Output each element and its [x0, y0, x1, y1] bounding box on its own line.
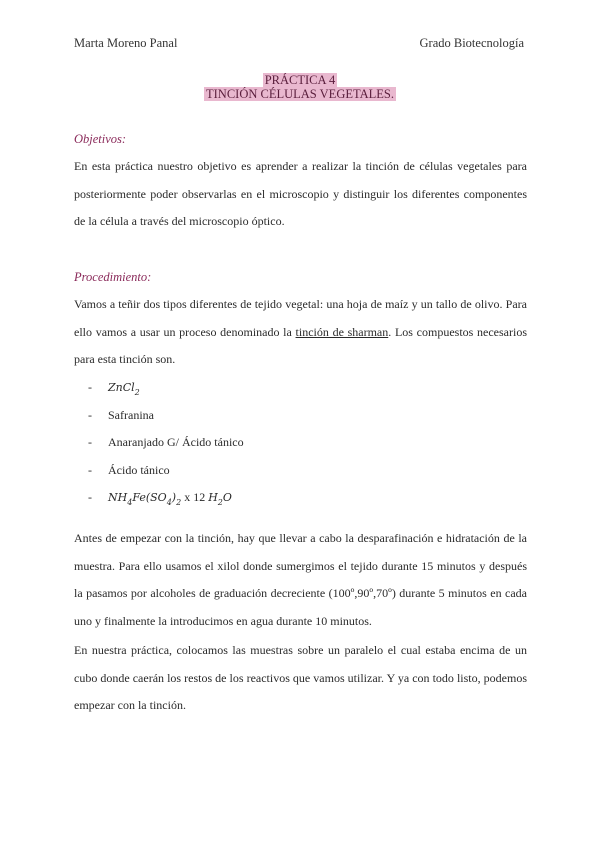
document-title-line2: [0, 87, 600, 102]
compound-list: [88, 374, 244, 512]
list-item: [88, 457, 244, 485]
desparafinacion-paragraph: Antes de empezar con la tinción, hay que llevar a cabo la desparafinación e hidratación de la muestra. Para ello usamos el xilol donde sumergimos el tejido durante 15 minutos y después la pasamos por alcoholes de graduación decreciente (100º,90º,70º) durante 5 minutos en cada uno y finalmente la introducimos en agua durante 10 minutos.: [74, 531, 527, 628]
procedimiento-heading: Procedimiento:: [74, 270, 152, 284]
title-line1-text: PRÁCTICA 4: [264, 73, 336, 87]
list-item: [88, 374, 244, 402]
formula-ferric-ammonium-sulfate: $NH_4Fe(SO_4)_2$ x 12 $H_2O$: [108, 490, 232, 507]
list-item: [88, 402, 244, 430]
intro-text-before: Vamos a teñir dos tipos diferentes de tejido vegetal: una hoja de maíz y un tallo de olivo. Para ello vamos a usar un proceso denominado la: [74, 297, 527, 339]
procedimiento-intro-paragraph: [74, 291, 527, 374]
header-degree: Grado Biotecnología: [419, 36, 524, 50]
list-dash: -: [88, 407, 92, 422]
document-title-line1: [0, 73, 600, 88]
list-dash: -: [88, 490, 92, 504]
practica-paragraph: En nuestra práctica, colocamos las muestras sobre un paralelo el cual estaba encima de un cubo donde caerán los restos de los reactivos que vamos utilizar. Y ya con todo listo, podemos empezar con la tinción.: [74, 643, 527, 712]
list-dash: -: [88, 462, 92, 477]
formula-zncl2: ZnCl$_2$: [108, 381, 140, 397]
tincion-sharman-link[interactable]: tinción de sharman: [295, 324, 389, 339]
list-item: [88, 484, 244, 512]
list-dash: -: [88, 380, 92, 394]
title-line2-text: TINCIÓN CÉLULAS VEGETALES.: [206, 87, 394, 101]
header-author: Marta Moreno Panal: [74, 36, 178, 50]
list-item-text: Safranina: [108, 407, 154, 422]
objetivos-paragraph: En esta práctica nuestro objetivo es aprender a realizar la tinción de células vegetales para posteriormente poder observarlas en el microscopio y distinguir los diferentes componentes de la célula a través del microscopio óptico.: [74, 159, 527, 228]
objetivos-heading: Objetivos:: [74, 132, 127, 146]
list-item: [88, 429, 244, 457]
intro-text-after: . Los compuestos necesarios para esta tinción son.: [74, 324, 527, 366]
list-dash: -: [88, 435, 92, 449]
list-item-text: Ácido tánico: [108, 462, 170, 477]
list-item-text: Anaranjado G/ Ácido tánico: [108, 435, 244, 449]
